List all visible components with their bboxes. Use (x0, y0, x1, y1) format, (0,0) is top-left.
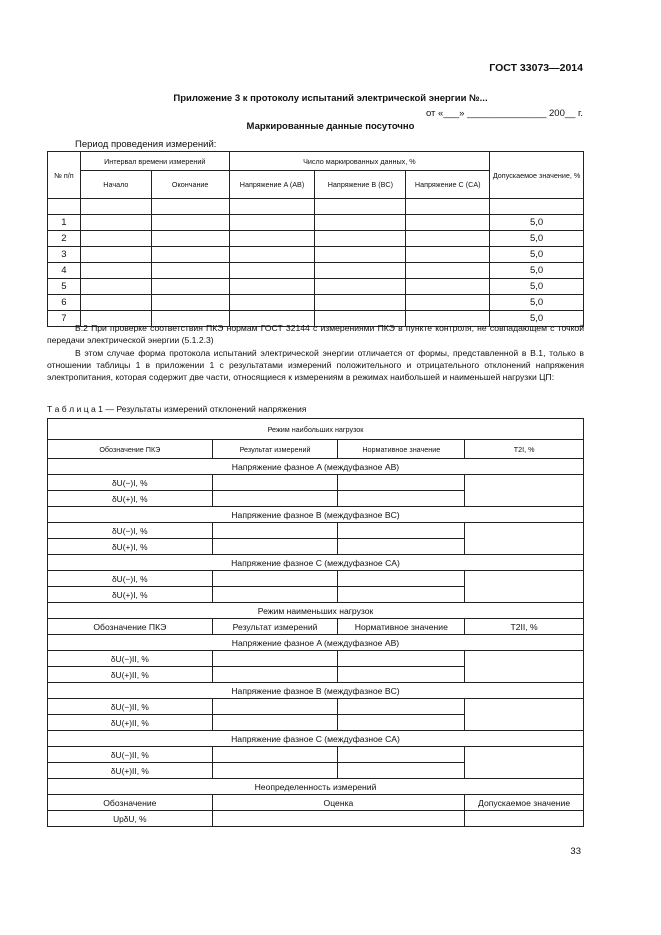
phase-b-header: Напряжение фазное B (междуфазное BC) (48, 507, 584, 523)
max-load-header: Режим наибольших нагрузок (48, 419, 584, 440)
phase-c-header: Напряжение фазное C (междуфазное CA) (48, 555, 584, 571)
table-row: 7 5,0 (48, 311, 584, 327)
appendix-date-line: от «___» _______________ 200__ г. (425, 108, 583, 119)
col-end-header: Окончание (151, 171, 229, 199)
col-start-header: Начало (80, 171, 151, 199)
col-interval-header: Интервал времени измерений (80, 152, 229, 171)
appendix-subtitle: Маркированные данные посуточно (246, 121, 415, 132)
phase-a-header: Напряжение фазное A (междуфазное AB) (48, 459, 584, 475)
table-row: 4 5,0 (48, 263, 584, 279)
table-row: 5 5,0 (48, 279, 584, 295)
pke-header: Обозначение ПКЭ (48, 440, 213, 459)
t2-min-header: T2II, % (465, 619, 584, 635)
marked-data-table (47, 151, 584, 327)
t2-max-header: T2I, % (465, 440, 584, 459)
min-load-header: Режим наименьших нагрузок (48, 603, 584, 619)
page-number: 33 (570, 846, 581, 857)
col-marked-header: Число маркированных данных, % (229, 152, 490, 171)
appendix-title: Приложение 3 к протоколу испытаний электрической энергии №... (173, 93, 488, 104)
paragraph-form-note: В этом случае форма протокола испытаний электрической энергии отличается от формы, представленной в В.1, только в отношении таблицы 1 в приложении 1 с результатами измерений положительного и отрицательного отклонений напряжения электропитания, которая содержит две части, относящиеся к измерениям в режимах наибольшей и наименьшей нагрузки ЦП: (47, 348, 584, 383)
standard-header: ГОСТ 33073—2014 (489, 62, 583, 74)
result-header: Результат измерений (212, 440, 338, 459)
col-allowed-header: Допускаемое значение, % (490, 152, 584, 199)
paragraph-b2: В.2 При проверке соответствия ПКЭ нормам ГОСТ 32144 с измерениями ПКЭ в пункте контроля, не совпадающем с точкой передачи электрической энергии (5.1.2.3) (47, 323, 584, 346)
col-bc-header: Напряжение B (BC) (315, 171, 406, 199)
col-ca-header: Напряжение C (CA) (406, 171, 490, 199)
table-row: 6 5,0 (48, 295, 584, 311)
uncertainty-header: Неопределенность измерений (48, 779, 584, 795)
col-ab-header: Напряжение A (AB) (229, 171, 315, 199)
period-label: Период проведения измерений: (75, 139, 217, 150)
table-caption: Т а б л и ц а 1 — Результаты измерений отклонений напряжения (47, 404, 307, 414)
table-row: 2 5,0 (48, 231, 584, 247)
norm-header: Нормативное значение (338, 440, 465, 459)
table-row: 3 5,0 (48, 247, 584, 263)
table-row: 1 5,0 (48, 215, 584, 231)
col-num-header: № п/п (48, 152, 81, 199)
voltage-deviation-table: Режим наибольших нагрузок Обозначение ПКЭ Результат измерений Нормативное значение T2I, % Напряжение фазное A (междуфазное AB) δU(−)I, % δU(+)I, % Напряжение фазное B (междуфазное BC) δU(−)I, % δU(+)I, % Напряжение фазное C (междуфазное CA) δU(−)I, % δU(+)I, % Режим наименьших нагрузок Обозначение ПКЭ Результат измерений Нормативное значение T2II, % Напряжение фазное A (междуфазное AB) δU(−)II, % δU(+)II, % Напряжение фазное B (междуфазное BC) δU(−)II, % δU(+)II, % Напряжение фазное C (междуфазное CA) δU(−)II, % δU(+)II, % Неопределенность измерений Обозначение Оценка Допускаемое значение UpδU, % (47, 418, 584, 827)
